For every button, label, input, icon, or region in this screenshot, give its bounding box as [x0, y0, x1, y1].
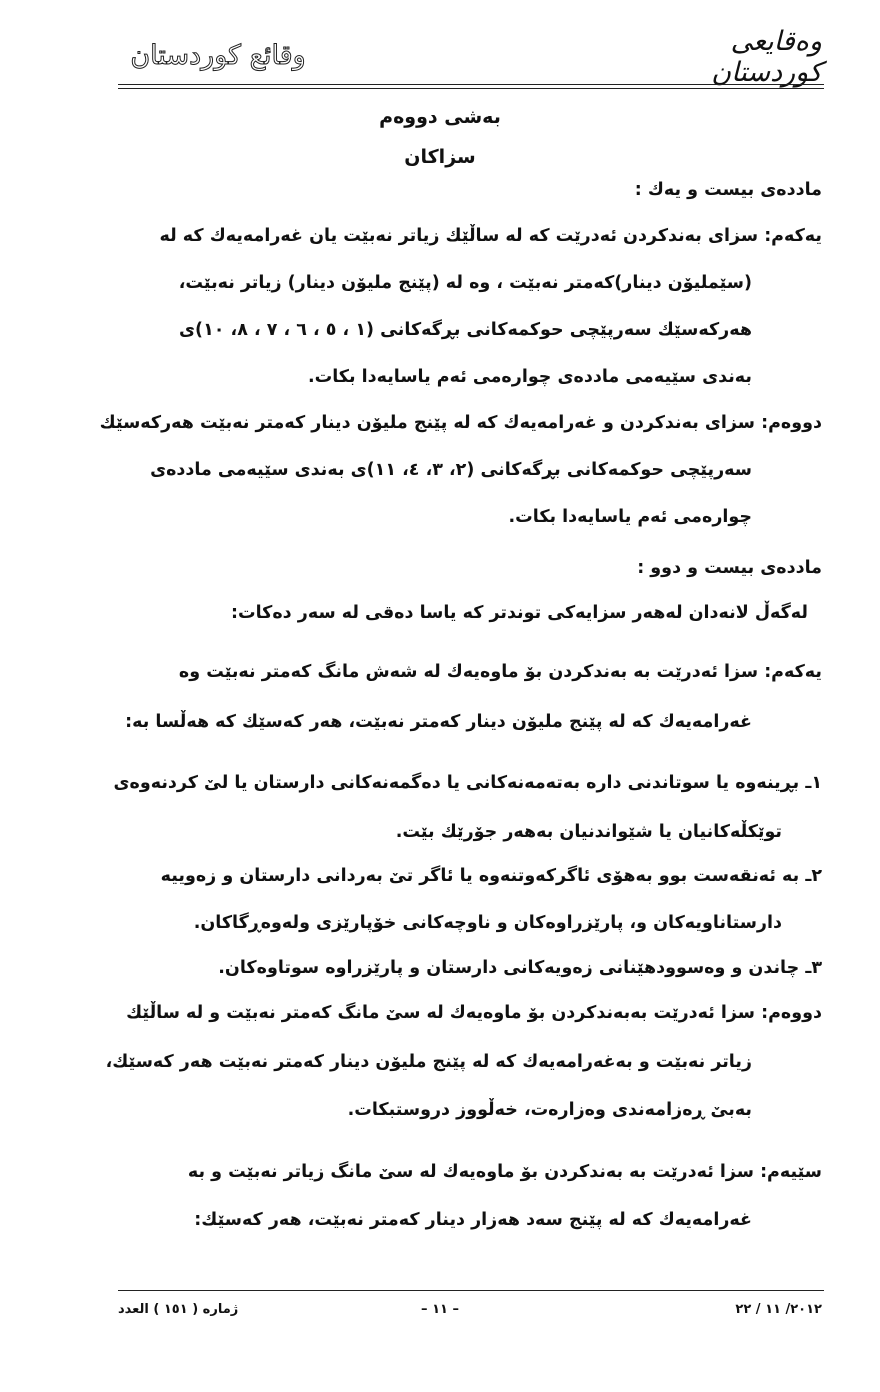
- footer-page-number: – ۱۱ –: [421, 1302, 459, 1317]
- article-22-third-text-1: سزا ئەدرێت بە بەندکردن بۆ ماوەیەك لە سێ مانگ زیاتر نەبێت و بە: [187, 1162, 761, 1182]
- article-22-first-label: یەکەم:: [764, 662, 822, 682]
- footer-date: ۲۰۱۲/ ۱۱ / ۲۲: [735, 1302, 822, 1317]
- footer-rule: [118, 1290, 824, 1291]
- article-22-item-2-line-2: دارستاناویەکان و، پارێزراوەکان و ناوچەکانی خۆپارێزی ولەوەڕگاکان.: [193, 913, 782, 933]
- article-22-item-2-line-1: ۲ـ بە ئەنقەست بوو بەهۆی ئاگرکەوتنەوە یا ئاگر تێ بەردانی دارستان و زەوییە: [160, 866, 822, 886]
- article-22-second-line-1: [126, 1003, 822, 1023]
- article-21-second-line-1: [100, 413, 822, 433]
- article-21-first-line-2: (سێملیۆن دینار)کەمتر نەبێت ، وە لە (پێنج ملیۆن دینار) زیاتر نەبێت،: [178, 273, 752, 293]
- article-22-second-text-1: سزا ئەدرێت بەبەندکردن بۆ ماوەیەك لە سێ مانگ کەمتر نەبێت و لە ساڵێك: [126, 1003, 762, 1023]
- article-22-heading: ماددەی بیست و دوو :: [637, 558, 822, 578]
- article-21-second-label: دووەم:: [761, 413, 822, 433]
- masthead-logo-arabic: وقائع كوردستان: [130, 39, 306, 71]
- article-22-third-label: سێیەم:: [760, 1162, 822, 1182]
- article-21-second-line-2: سەرپێچی حوکمەکانی بڕگەکانی (۲، ۳، ٤، ۱۱)ی بەندی سێیەمی ماددەی: [150, 460, 752, 480]
- article-22-first-line-2: غەرامەیەك کە لە پێنج ملیۆن دینار کەمتر نەبێت، هەر کەسێك کە هەڵسا بە:: [125, 712, 752, 732]
- masthead-title-kurdish: وەقایعی کوردستان: [711, 26, 822, 88]
- section-title: سزاکان: [404, 146, 476, 168]
- header-rule-thin: [118, 88, 824, 89]
- article-22-third-line-2: غەرامەیەك کە لە پێنج سەد هەزار دینار کەمتر نەبێت، هەر کەسێك:: [194, 1210, 752, 1230]
- article-22-second-line-3: بەبێ ڕەزامەندی وەزارەت، خەڵووز دروستبکات.: [347, 1100, 752, 1120]
- article-22-item-3-line-1: ۳ـ چاندن و وەسوودهێنانی زەویەکانی دارستان و پارێزراوە سوتاوەکان.: [218, 958, 822, 978]
- article-21-first-line-1: [160, 226, 822, 246]
- article-22-intro: لەگەڵ لانەدان لەهەر سزایەکی توندتر کە یاسا دەقی لە سەر دەکات:: [231, 603, 808, 623]
- footer-issue-number: ژمارە ( ۱٥۱ ) العدد: [118, 1302, 239, 1317]
- article-21-first-text-1: سزای بەندکردن ئەدرێت کە لە ساڵێك زیاتر نەبێت یان غەرامەیەك کە لە: [159, 226, 765, 246]
- article-22-item-1-line-1: ۱ـ بڕینەوە یا سوتاندنی دارە بەتەمەنەکانی یا دەگمەنەکانی دارستان یا لێ کردنەوەی: [113, 773, 822, 793]
- article-22-item-1-line-2: توێکڵەکانیان یا شێواندنیان بەهەر جۆرێك بێت.: [395, 822, 782, 842]
- article-21-first-line-4: بەندی سێیەمی ماددەی چوارەمی ئەم یاسایەدا بکات.: [307, 367, 752, 387]
- article-21-second-line-3: چوارەمی ئەم یاسایەدا بکات.: [508, 507, 752, 527]
- part-title: بەشی دووەم: [379, 106, 501, 128]
- article-22-third-line-1: [188, 1162, 822, 1182]
- article-22-second-line-2: زیاتر نەبێت و بەغەرامەیەك کە لە پێنج ملیۆن دینار کەمتر نەبێت هەر کەسێك،: [105, 1052, 752, 1072]
- article-21-second-text-1: سزای بەندکردن و غەرامەیەك کە لە پێنج ملیۆن دینار کەمتر نەبێت هەرکەسێك: [99, 413, 762, 433]
- article-21-heading: ماددەی بیست و یەك :: [634, 180, 822, 200]
- article-22-first-line-1: [179, 662, 822, 682]
- article-21-first-line-3: هەرکەسێك سەرپێچی حوکمەکانی بڕگەکانی (۱ ، ٥ ، ٦ ، ۷ ، ۸، ۱۰)ی: [179, 320, 752, 340]
- article-21-first-label: یەکەم:: [764, 226, 822, 246]
- article-22-first-text-1: سزا ئەدرێت بە بەندکردن بۆ ماوەیەك لە شەش مانگ کەمتر نەبێت وە: [178, 662, 765, 682]
- header-rule: [118, 84, 824, 85]
- article-22-second-label: دووەم:: [761, 1003, 822, 1023]
